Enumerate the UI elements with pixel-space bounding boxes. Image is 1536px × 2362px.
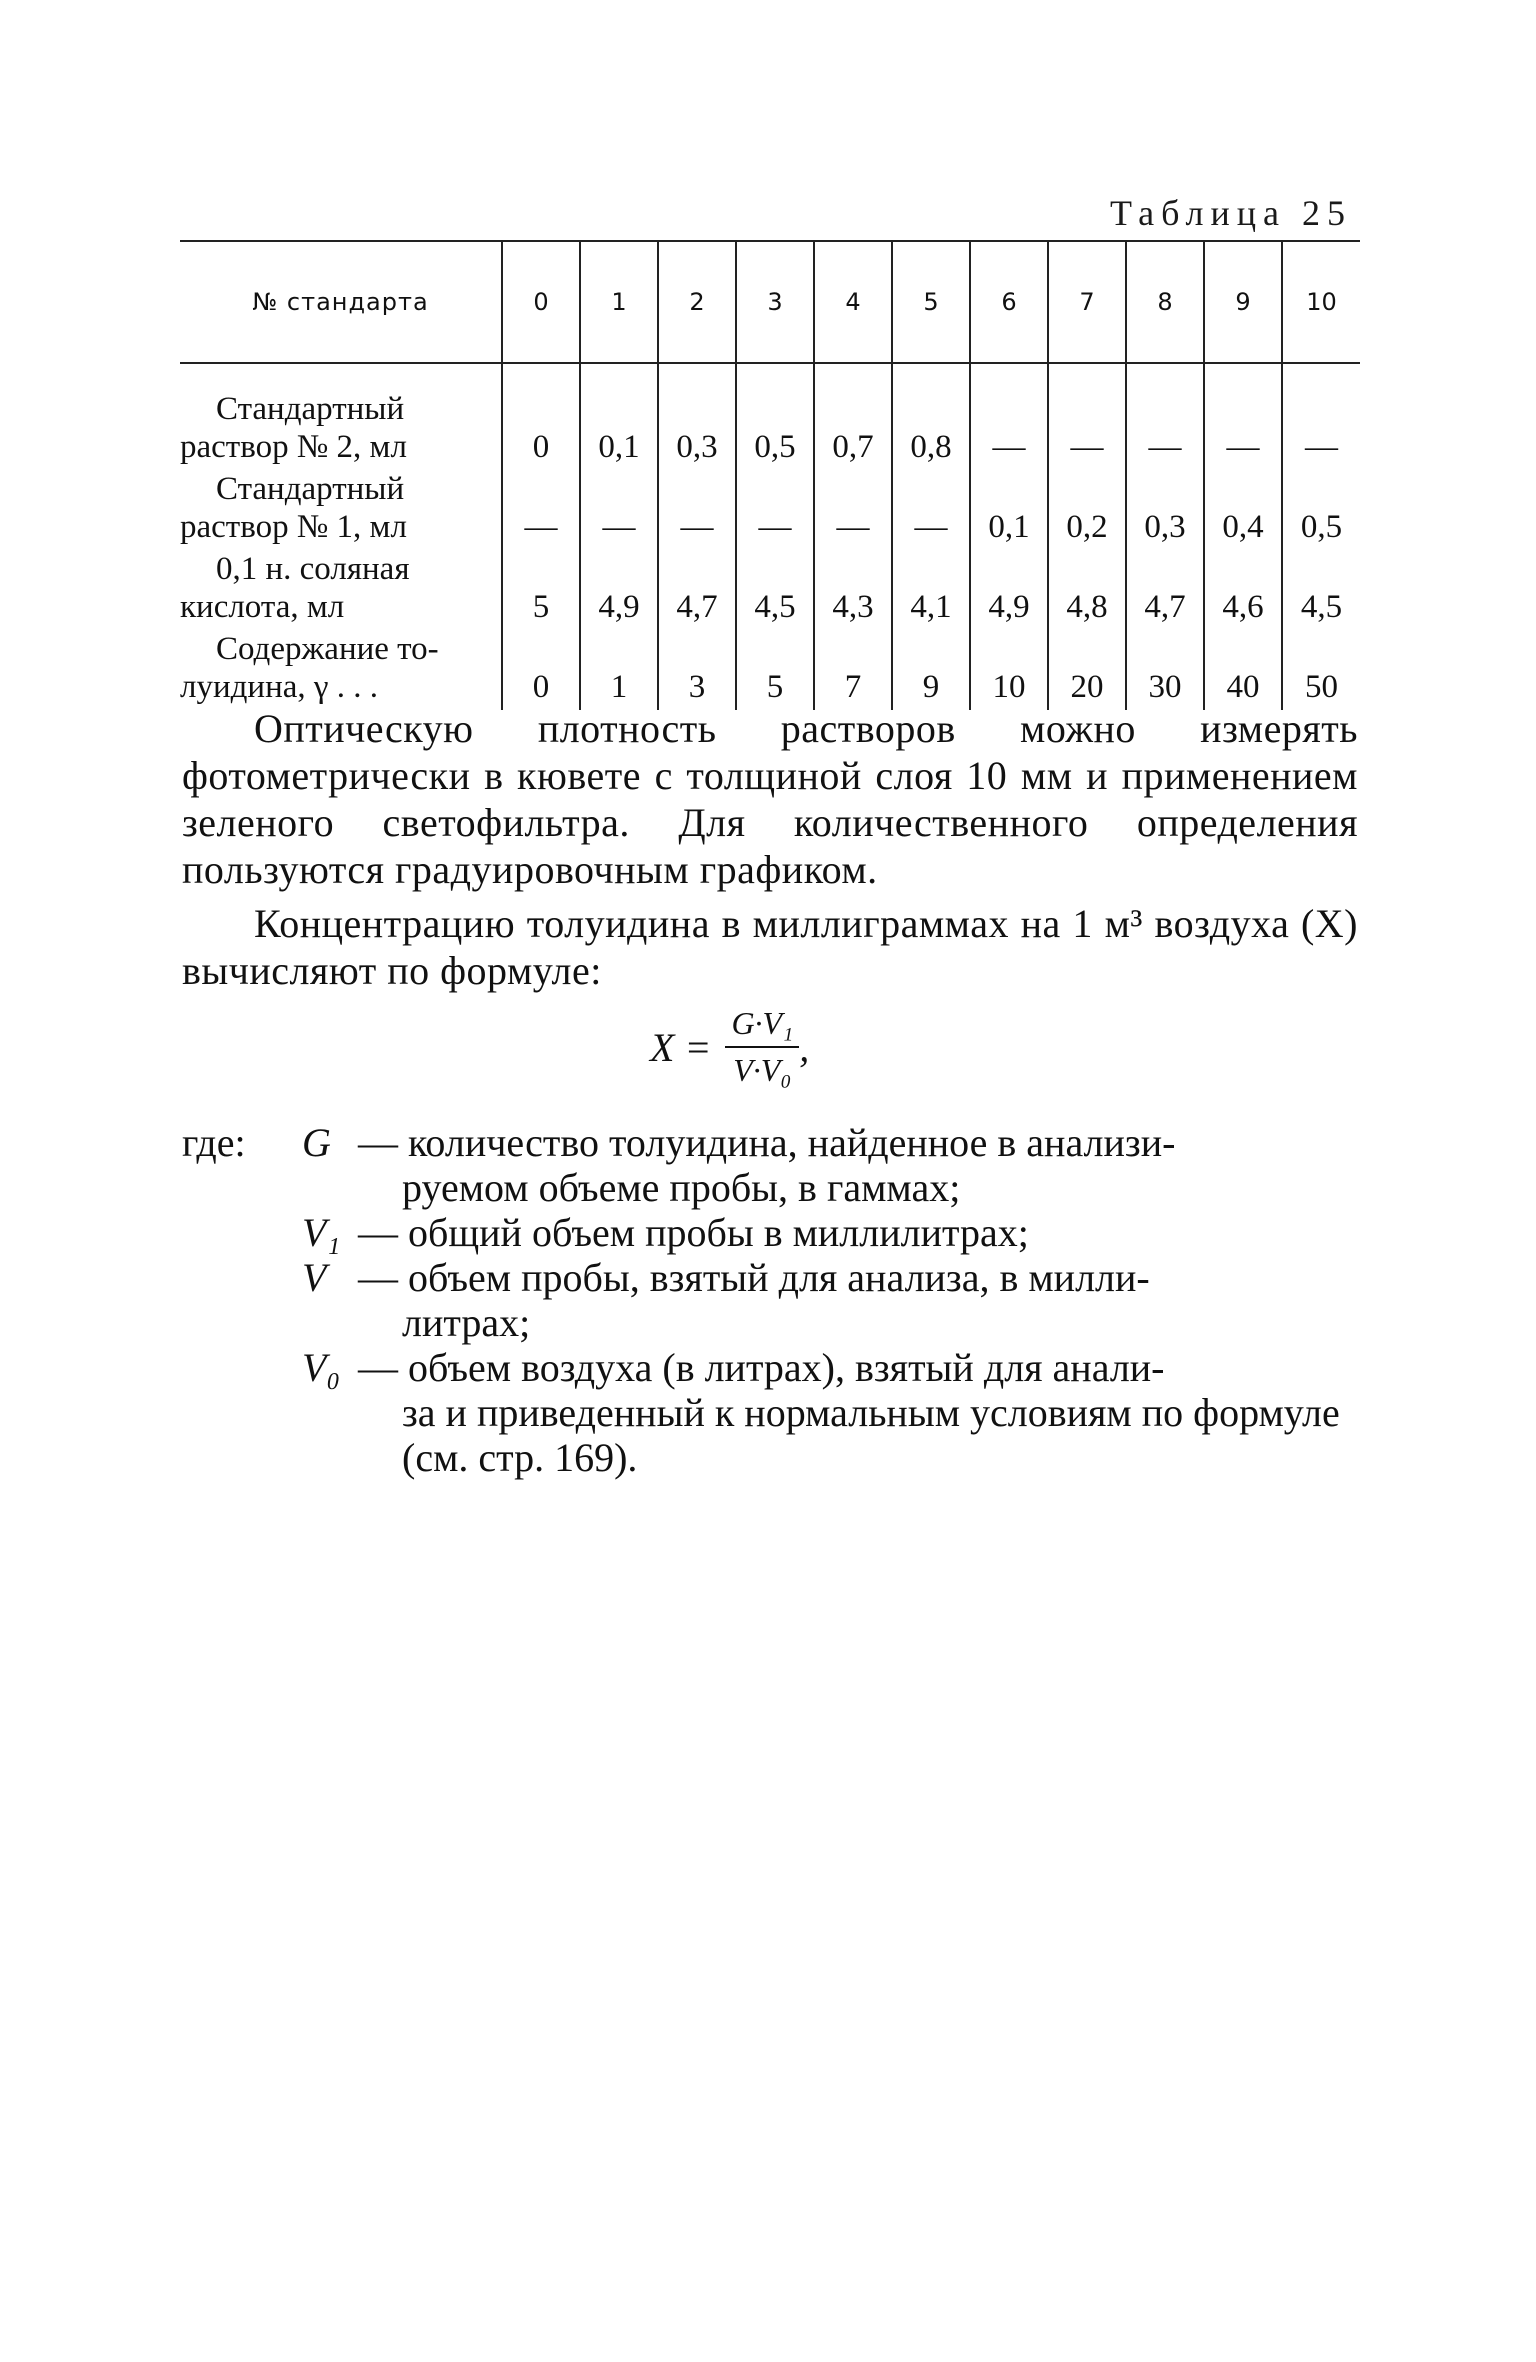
- table-cell: 50: [1282, 630, 1360, 710]
- table-cell: 0,4: [1204, 470, 1282, 550]
- row-label: [180, 470, 502, 550]
- table-cell: —: [1282, 363, 1360, 470]
- table-cell: 0,2: [1048, 470, 1126, 550]
- table-cell: 0,5: [1282, 470, 1360, 550]
- table-row: [180, 630, 1360, 710]
- table-cell: 5: [502, 550, 580, 630]
- standards-table: [180, 240, 1360, 710]
- table-cell: 4,5: [1282, 550, 1360, 630]
- table-cell: 0,1: [580, 363, 658, 470]
- table-cell: 40: [1204, 630, 1282, 710]
- paragraph-concentration: [182, 900, 1358, 994]
- row-label-line1: Содержание то-: [216, 631, 439, 667]
- row-label: [180, 630, 502, 710]
- table-row: [180, 470, 1360, 550]
- row-label-line1: Стандартный: [216, 391, 405, 427]
- table-cell: —: [970, 363, 1048, 470]
- standards-grid: [180, 240, 1360, 710]
- table-cell: 10: [970, 630, 1048, 710]
- formula-tail: ,: [799, 1024, 810, 1070]
- definition-text: — общий объем пробы в миллилитрах;: [358, 1210, 1029, 1255]
- table-row: [180, 363, 1360, 470]
- table-cell: 0,3: [658, 363, 736, 470]
- formula-numerator: G·V₁: [725, 1005, 799, 1048]
- row-label-line2: раствор № 2, мл: [180, 429, 407, 465]
- formula-fraction: [725, 1005, 799, 1089]
- table-row: [180, 550, 1360, 630]
- definition-text: — объем воздуха (в литрах), взятый для анали-: [358, 1345, 1165, 1390]
- header-col-8: 8: [1126, 241, 1204, 363]
- header-col-6: 6: [970, 241, 1048, 363]
- definition-symbol: V₀: [302, 1345, 341, 1390]
- row-label: [180, 363, 502, 470]
- where-label: где:: [182, 1120, 246, 1165]
- header-col-1: 1: [580, 241, 658, 363]
- table-cell: 0: [502, 363, 580, 470]
- definition-continuation: литрах;: [402, 1300, 531, 1345]
- table-cell: 20: [1048, 630, 1126, 710]
- header-col-9: 9: [1204, 241, 1282, 363]
- table-cell: —: [814, 470, 892, 550]
- table-cell: 1: [580, 630, 658, 710]
- table-cell: 4,3: [814, 550, 892, 630]
- table-cell: —: [892, 470, 970, 550]
- table-cell: 5: [736, 630, 814, 710]
- definition-text: — количество толуидина, найденное в анализи-: [358, 1120, 1176, 1165]
- table-cell: 0,3: [1126, 470, 1204, 550]
- formula: [650, 1005, 809, 1089]
- definition-v0: [302, 1345, 1358, 1480]
- table-cell: 4,1: [892, 550, 970, 630]
- header-col-10: 10: [1282, 241, 1360, 363]
- table-cell: 30: [1126, 630, 1204, 710]
- table-cell: 4,6: [1204, 550, 1282, 630]
- table-body: [180, 363, 1360, 710]
- table-cell: 0,1: [970, 470, 1048, 550]
- row-label-line1: 0,1 н. соляная: [216, 551, 410, 587]
- table-cell: 4,7: [1126, 550, 1204, 630]
- table-cell: 0,8: [892, 363, 970, 470]
- definition-symbol: G: [302, 1120, 331, 1165]
- row-label: [180, 550, 502, 630]
- paragraph-text: Концентрацию толуидина в миллиграммах на 1 м³ воздуха (X) вычисляют по формуле:: [182, 901, 1358, 993]
- definition-g: [302, 1120, 1358, 1210]
- table-cell: 7: [814, 630, 892, 710]
- paragraph-optical-density: [182, 705, 1358, 893]
- paragraph-text: Оптическую плотность растворов можно измерять фотометрически в кювете с толщиной слоя 10 мм и применением зеленого светофильтра. Для количественного определения пользуются градуировочным графиком.: [182, 706, 1358, 892]
- table-cell: 0,5: [736, 363, 814, 470]
- table-cell: 4,7: [658, 550, 736, 630]
- table-cell: 4,9: [580, 550, 658, 630]
- definition-continuation: за и приведенный к нормальным условиям по формуле (см. стр. 169).: [402, 1390, 1340, 1480]
- table-cell: 0,7: [814, 363, 892, 470]
- table-cell: 4,8: [1048, 550, 1126, 630]
- header-col-7: 7: [1048, 241, 1126, 363]
- table-header-row: [180, 241, 1360, 363]
- header-col-5: 5: [892, 241, 970, 363]
- definition-v: [302, 1255, 1358, 1345]
- table-cell: —: [1126, 363, 1204, 470]
- definition-text: — объем пробы, взятый для анализа, в милли-: [358, 1255, 1150, 1300]
- header-col-2: 2: [658, 241, 736, 363]
- header-col-0: 0: [502, 241, 580, 363]
- header-col-3: 3: [736, 241, 814, 363]
- formula-lhs: X =: [650, 1024, 712, 1070]
- table-cell: —: [736, 470, 814, 550]
- row-label-line2: кислота, мл: [180, 589, 345, 625]
- definition-symbol: V₁: [302, 1210, 341, 1255]
- row-label-line1: Стандартный: [216, 471, 405, 507]
- table-cell: —: [1048, 363, 1126, 470]
- table-cell: —: [502, 470, 580, 550]
- row-label-line2: раствор № 1, мл: [180, 509, 407, 545]
- formula-denominator: V·V₀: [733, 1052, 792, 1088]
- table-cell: 4,5: [736, 550, 814, 630]
- definition-symbol: V: [302, 1255, 327, 1300]
- header-col-4: 4: [814, 241, 892, 363]
- table-cell: —: [580, 470, 658, 550]
- definition-continuation: руемом объеме пробы, в гаммах;: [402, 1165, 961, 1210]
- table-cell: 3: [658, 630, 736, 710]
- table-cell: —: [1204, 363, 1282, 470]
- table-cell: 0: [502, 630, 580, 710]
- table-cell: 4,9: [970, 550, 1048, 630]
- table-cell: 9: [892, 630, 970, 710]
- header-standard-number: № стандарта: [180, 241, 502, 363]
- row-label-line2: луидина, γ . . .: [180, 669, 378, 705]
- definition-v1: [302, 1210, 1358, 1255]
- table-caption: Таблица 25: [1110, 193, 1352, 233]
- table-cell: —: [658, 470, 736, 550]
